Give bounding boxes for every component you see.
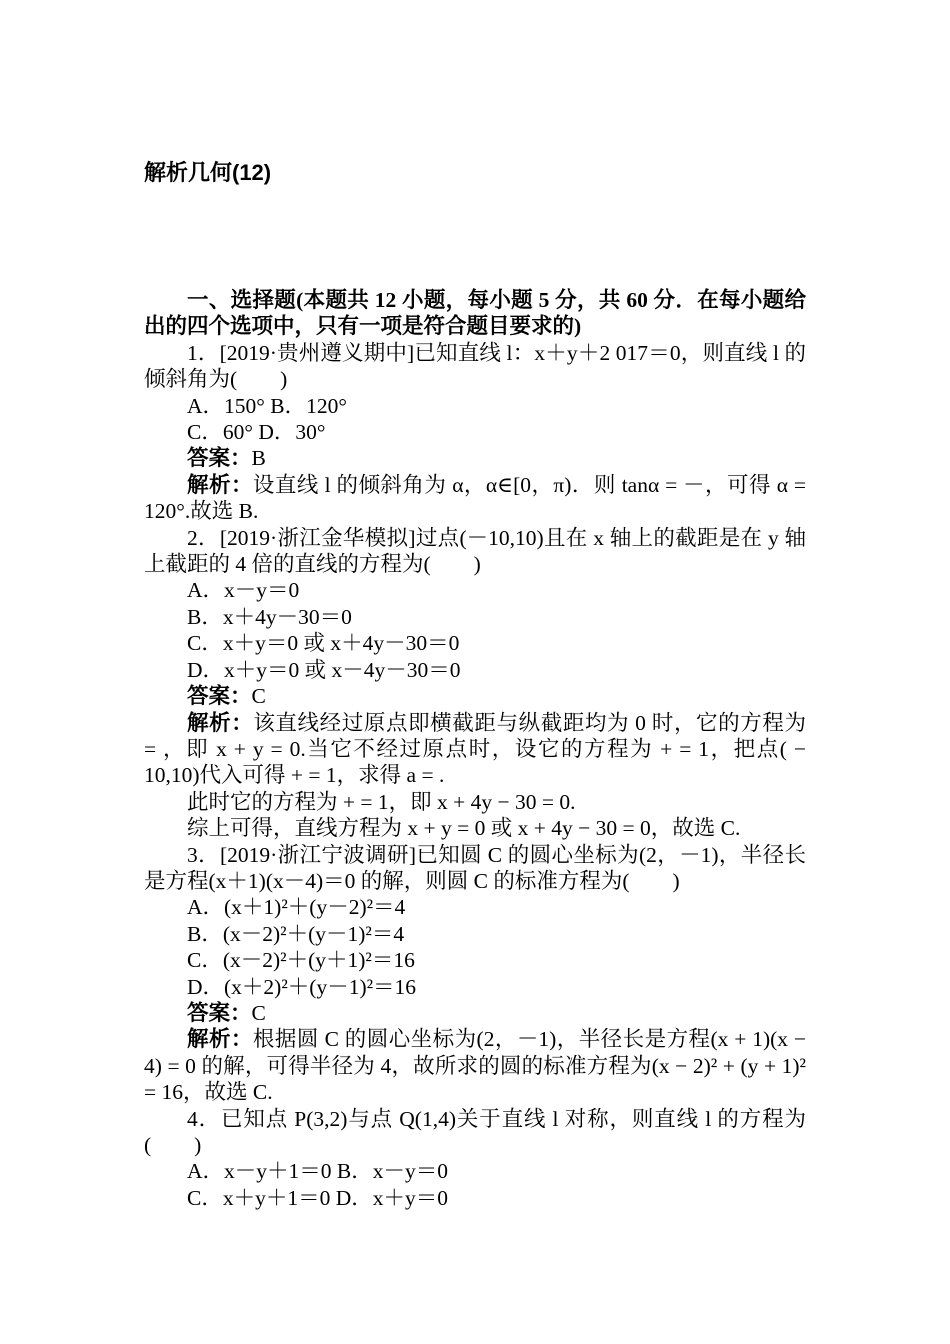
question-1-stem: 1．[2019·贵州遵义期中]已知直线 l：x＋y＋2 017＝0，则直线 l 的倾斜角为( )	[144, 340, 806, 392]
analysis-label: 解析：	[187, 710, 254, 735]
answer-value: C	[251, 684, 266, 709]
section-heading: 一、选择题(本题共 12 小题，每小题 5 分，共 60 分．在每小题给出的四个选项中，只有一项是符合题目要求的)	[144, 288, 806, 339]
question-3-option-b: B．(x－2)²＋(y－1)²＝4	[187, 921, 405, 946]
question-3-answer	[144, 1000, 806, 1026]
question-4-options-line-2: C．x＋y＋1＝0 D．x＋y＝0	[187, 1185, 448, 1210]
question-1-options-line-1: A．150° B．120°	[187, 393, 347, 418]
question-2-analysis-line-2: 此时它的方程为 + = 1，即 x + 4y − 30 = 0.	[187, 789, 576, 814]
question-3-option-d: D．(x＋2)²＋(y－1)²＝16	[187, 974, 417, 999]
analysis-label: 解析：	[187, 472, 253, 497]
question-3-option-a: A．(x＋1)²＋(y－2)²＝4	[187, 895, 406, 920]
page-title: 解析几何(12)	[144, 160, 272, 185]
question-2-analysis-line-3: 综上可得，直线方程为 x + y = 0 或 x + 4y − 30 = 0，故选 C.	[187, 816, 741, 841]
question-4-options-line-1: A．x－y＋1＝0 B．x－y＝0	[187, 1159, 448, 1184]
question-3-option-c: C．(x－2)²＋(y＋1)²＝16	[187, 948, 415, 973]
question-1-analysis	[144, 472, 806, 525]
answer-label: 答案：	[187, 1000, 252, 1025]
question-4-stem: 4．已知点 P(3,2)与点 Q(1,4)关于直线 l 对称，则直线 l 的方程为( )	[144, 1106, 806, 1157]
document-body	[144, 287, 806, 1211]
question-1-options-line-2: C．60° D．30°	[187, 420, 326, 445]
question-2-answer	[144, 683, 806, 709]
analysis-text: 该直线经过原点即横截距与纵截距均为 0 时，它的方程为 = ，即 x + y = 0.当它不经过原点时，设它的方程为 + = 1，把点( − 10,10)代入可得 + = 1，求得 a = .	[144, 710, 806, 788]
question-3-stem: 3．[2019·浙江宁波调研]已知圆 C 的圆心坐标为(2，－1)，半径长是方程(x＋1)(x－4)＝0 的解，则圆 C 的标准方程为( )	[144, 842, 806, 893]
question-2-option-a: A．x－y＝0	[187, 578, 300, 603]
question-2-option-b: B．x＋4y－30＝0	[187, 604, 352, 629]
question-2-option-c: C．x＋y＝0 或 x＋4y－30＝0	[187, 631, 460, 656]
question-3-analysis	[144, 1026, 806, 1105]
analysis-text: 设直线 l 的倾斜角为 α，α∈[0，π)．则 tanα = －，可得 α = 120°.故选 B.	[144, 472, 806, 524]
question-2-option-d: D．x＋y＝0 或 x－4y－30＝0	[187, 657, 461, 682]
question-2-stem: 2．[2019·浙江金华模拟]过点(－10,10)且在 x 轴上的截距是在 y 轴上截距的 4 倍的直线的方程为( )	[144, 525, 806, 577]
question-1-answer	[144, 445, 806, 471]
question-2-analysis	[144, 710, 806, 789]
answer-value: B	[251, 446, 266, 471]
answer-value: C	[251, 1000, 266, 1025]
analysis-label: 解析：	[187, 1027, 253, 1052]
analysis-text: 根据圆 C 的圆心坐标为(2，－1)，半径长是方程(x + 1)(x − 4) = 0 的解，可得半径为 4，故所求的圆的标准方程为(x − 2)² + (y + 1)² = 16，故选 C.	[144, 1027, 806, 1105]
answer-label: 答案：	[187, 446, 252, 471]
answer-label: 答案：	[187, 684, 252, 709]
